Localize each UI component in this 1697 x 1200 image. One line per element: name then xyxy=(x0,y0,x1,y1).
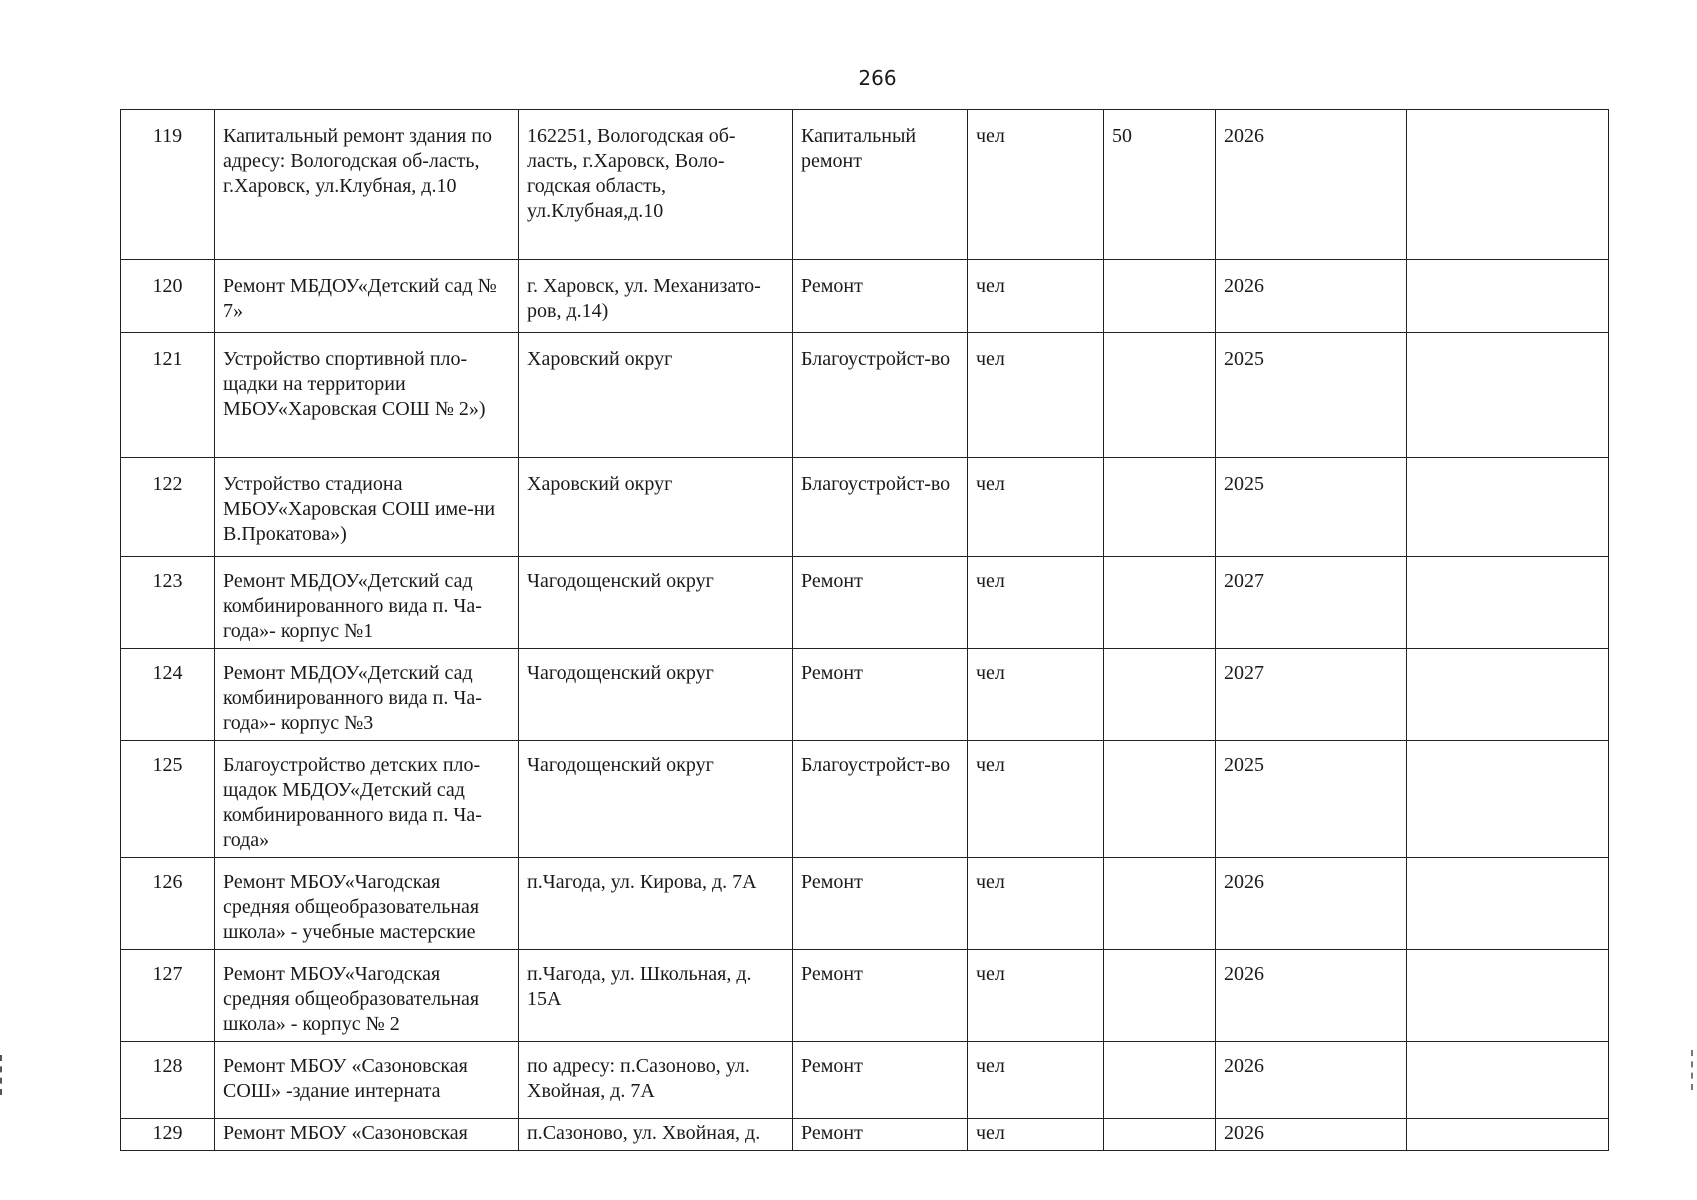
page-number: 266 xyxy=(858,66,897,90)
table-row xyxy=(121,333,1609,458)
quantity xyxy=(1104,557,1216,649)
object-name: Капитальный ремонт здания по адресу: Вологодская об-ласть, г.Харовск, ул.Клубная, д.10 xyxy=(215,110,519,260)
row-number: 120 xyxy=(121,260,215,333)
unit: чел xyxy=(968,260,1104,333)
object-name: Ремонт МБДОУ«Детский сад комбинированного вида п. Ча-года»- корпус №1 xyxy=(215,557,519,649)
work-type: Ремонт xyxy=(793,950,968,1042)
unit: чел xyxy=(968,557,1104,649)
work-type: Ремонт xyxy=(793,858,968,950)
row-number: 126 xyxy=(121,858,215,950)
year: 2026 xyxy=(1216,858,1407,950)
note xyxy=(1407,110,1609,260)
object-name: Ремонт МБОУ «Сазоновская СОШ» -здание интерната xyxy=(215,1042,519,1119)
year: 2026 xyxy=(1216,1119,1407,1151)
table-row xyxy=(121,260,1609,333)
note xyxy=(1407,333,1609,458)
table-row xyxy=(121,858,1609,950)
work-type: Ремонт xyxy=(793,649,968,741)
object-address: Чагодощенский округ xyxy=(519,741,793,858)
object-name: Устройство стадиона МБОУ«Харовская СОШ име-ни В.Прокатова») xyxy=(215,458,519,557)
table-row xyxy=(121,1042,1609,1119)
work-type: Благоустройст-во xyxy=(793,458,968,557)
row-number: 129 xyxy=(121,1119,215,1151)
year: 2026 xyxy=(1216,1042,1407,1119)
year: 2025 xyxy=(1216,458,1407,557)
object-address: п.Чагода, ул. Школьная, д. 15А xyxy=(519,950,793,1042)
object-address: Харовский округ xyxy=(519,458,793,557)
note xyxy=(1407,557,1609,649)
row-number: 124 xyxy=(121,649,215,741)
note xyxy=(1407,950,1609,1042)
year: 2026 xyxy=(1216,950,1407,1042)
note xyxy=(1407,260,1609,333)
work-type: Капитальный ремонт xyxy=(793,110,968,260)
object-address: по адресу: п.Сазоново, ул. Хвойная, д. 7А xyxy=(519,1042,793,1119)
year: 2027 xyxy=(1216,649,1407,741)
unit: чел xyxy=(968,741,1104,858)
object-name: Ремонт МБОУ «Сазоновская xyxy=(215,1119,519,1151)
object-address: п.Сазоново, ул. Хвойная, д. xyxy=(519,1119,793,1151)
object-address: Чагодощенский округ xyxy=(519,557,793,649)
objects-table xyxy=(120,109,1609,1151)
year: 2027 xyxy=(1216,557,1407,649)
work-type: Ремонт xyxy=(793,557,968,649)
object-address: г. Харовск, ул. Механизато-ров, д.14) xyxy=(519,260,793,333)
object-name: Ремонт МБДОУ«Детский сад комбинированного вида п. Ча-года»- корпус №3 xyxy=(215,649,519,741)
row-number: 128 xyxy=(121,1042,215,1119)
quantity xyxy=(1104,858,1216,950)
unit: чел xyxy=(968,458,1104,557)
year: 2025 xyxy=(1216,333,1407,458)
row-number: 119 xyxy=(121,110,215,260)
note xyxy=(1407,649,1609,741)
row-number: 121 xyxy=(121,333,215,458)
object-name: Устройство спортивной пло-щадки на территории МБОУ«Харовская СОШ № 2») xyxy=(215,333,519,458)
object-address: Чагодощенский округ xyxy=(519,649,793,741)
work-type: Благоустройст-во xyxy=(793,741,968,858)
quantity xyxy=(1104,741,1216,858)
unit: чел xyxy=(968,1042,1104,1119)
year: 2026 xyxy=(1216,260,1407,333)
note xyxy=(1407,741,1609,858)
unit: чел xyxy=(968,1119,1104,1151)
quantity xyxy=(1104,260,1216,333)
quantity: 50 xyxy=(1104,110,1216,260)
object-name: Благоустройство детских пло-щадок МБДОУ«Детский сад комбинированного вида п. Ча-года» xyxy=(215,741,519,858)
quantity xyxy=(1104,333,1216,458)
work-type: Благоустройст-во xyxy=(793,333,968,458)
unit: чел xyxy=(968,950,1104,1042)
row-number: 122 xyxy=(121,458,215,557)
object-address: 162251, Вологодская об-ласть, г.Харовск, Воло-годская область, ул.Клубная,д.10 xyxy=(519,110,793,260)
object-address: Харовский округ xyxy=(519,333,793,458)
note xyxy=(1407,1042,1609,1119)
object-name: Ремонт МБОУ«Чагодская средняя общеобразовательная школа» - корпус № 2 xyxy=(215,950,519,1042)
object-name: Ремонт МБДОУ«Детский сад № 7» xyxy=(215,260,519,333)
table-row xyxy=(121,950,1609,1042)
work-type: Ремонт xyxy=(793,1042,968,1119)
table-row xyxy=(121,1119,1609,1151)
scan-edge-mark xyxy=(1691,1050,1697,1090)
scan-edge-mark xyxy=(0,1055,6,1095)
unit: чел xyxy=(968,333,1104,458)
table-row xyxy=(121,557,1609,649)
unit: чел xyxy=(968,858,1104,950)
table-row xyxy=(121,741,1609,858)
work-type: Ремонт xyxy=(793,260,968,333)
row-number: 127 xyxy=(121,950,215,1042)
table-row xyxy=(121,649,1609,741)
note xyxy=(1407,1119,1609,1151)
note xyxy=(1407,458,1609,557)
row-number: 125 xyxy=(121,741,215,858)
work-type: Ремонт xyxy=(793,1119,968,1151)
note xyxy=(1407,858,1609,950)
object-address: п.Чагода, ул. Кирова, д. 7А xyxy=(519,858,793,950)
quantity xyxy=(1104,649,1216,741)
year: 2026 xyxy=(1216,110,1407,260)
row-number: 123 xyxy=(121,557,215,649)
quantity xyxy=(1104,950,1216,1042)
unit: чел xyxy=(968,110,1104,260)
quantity xyxy=(1104,1042,1216,1119)
year: 2025 xyxy=(1216,741,1407,858)
table-row xyxy=(121,458,1609,557)
quantity xyxy=(1104,458,1216,557)
quantity xyxy=(1104,1119,1216,1151)
table-row xyxy=(121,110,1609,260)
object-name: Ремонт МБОУ«Чагодская средняя общеобразовательная школа» - учебные мастерские xyxy=(215,858,519,950)
unit: чел xyxy=(968,649,1104,741)
